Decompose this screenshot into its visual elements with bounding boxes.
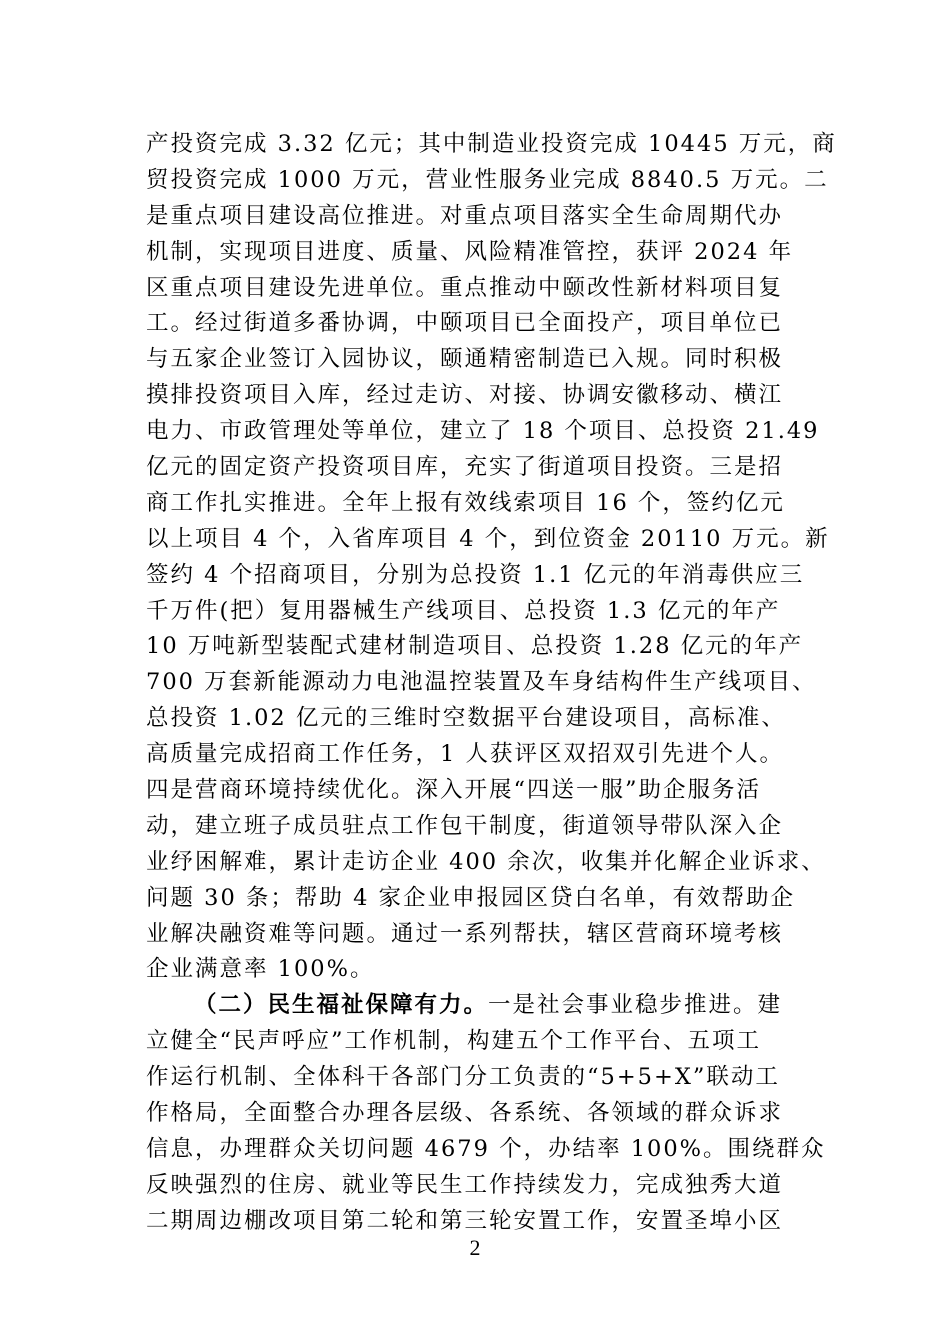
body-line: 机制，实现项目进度、质量、风险精准管控，获评 2024 年 <box>146 238 794 265</box>
body-line: 签约 4 个招商项目，分别为总投资 1.1 亿元的年消毒供应三 <box>146 561 805 588</box>
body-line: 企业满意率 100%。 <box>146 956 375 983</box>
body-line: 700 万套新能源动力电池温控装置及车身结构件生产线项目、 <box>146 669 817 696</box>
body-line: 作格局，全面整合办理各层级、各系统、各领域的群众诉求 <box>146 1100 784 1127</box>
body-line: 信息，办理群众关切问题 4679 个，办结率 100%。围绕群众 <box>146 1135 826 1162</box>
body-line: 10 万吨新型装配式建材制造项目、总投资 1.28 亿元的年产 <box>146 633 804 660</box>
body-line: 高质量完成招商工作任务，1 人获评区双招双引先进个人。 <box>146 741 784 768</box>
body-line: 作运行机制、全体科干各部门分工负责的“5+5+X”联动工 <box>146 1064 780 1091</box>
body-line: 以上项目 4 个，入省库项目 4 个，到位资金 20110 万元。新 <box>146 525 830 552</box>
body-line: 工。经过街道多番协调，中颐项目已全面投产，项目单位已 <box>146 310 784 337</box>
body-line: 商工作扎实推进。全年上报有效线索项目 16 个，签约亿元 <box>146 489 785 516</box>
body-line: 与五家企业签订入园协议，颐通精密制造已入规。同时积极 <box>146 346 784 373</box>
body-line: 电力、市政管理处等单位，建立了 18 个项目、总投资 21.49 <box>146 418 820 445</box>
body-line: 摸排投资项目入库，经过走访、对接、协调安徽移动、横江 <box>146 382 784 409</box>
body-line: 立健全“民声呼应”工作机制，构建五个工作平台、五项工 <box>146 1028 762 1055</box>
body-line: 问题 30 条；帮助 4 家企业申报园区贷白名单，有效帮助企 <box>146 884 796 911</box>
body-line: 业解决融资难等问题。通过一系列帮扶，辖区营商环境考核 <box>146 920 784 947</box>
page-number: 2 <box>469 1235 481 1260</box>
body-line: 是重点项目建设高位推进。对重点项目落实全生命周期代办 <box>146 202 784 229</box>
body-line: 反映强烈的住房、就业等民生工作持续发力，完成独秀大道 <box>146 1171 784 1198</box>
body-line: 千万件(把）复用器械生产线项目、总投资 1.3 亿元的年产 <box>146 597 781 624</box>
body-line: 二期周边棚改项目第二轮和第三轮安置工作，安置圣埠小区 <box>146 1207 784 1234</box>
body-line: 贸投资完成 1000 万元，营业性服务业完成 8840.5 万元。二 <box>146 166 829 193</box>
section-heading-continuation: 一是社会事业稳步推进。建 <box>488 992 783 1019</box>
body-line: 四是营商环境持续优化。深入开展“四送一服”助企服务活 <box>146 777 762 804</box>
section-heading-line <box>146 988 826 1024</box>
body-line: 产投资完成 3.32 亿元；其中制造业投资完成 10445 万元，商 <box>146 131 837 157</box>
document-body <box>146 127 837 1240</box>
body-line: 区重点项目建设先进单位。重点推动中颐改性新材料项目复 <box>146 274 784 301</box>
body-line: 总投资 1.02 亿元的三维时空数据平台建设项目，高标准、 <box>146 705 786 732</box>
body-line: 动，建立班子成员驻点工作包干制度，街道领导带队深入企 <box>146 812 784 839</box>
body-line: 业纾困解难，累计走访企业 400 余次，收集并化解企业诉求、 <box>146 848 826 875</box>
section-heading: （二）民生福祉保障有力。 <box>194 992 489 1019</box>
body-line: 亿元的固定资产投资项目库，充实了街道项目投资。三是招 <box>146 454 784 481</box>
